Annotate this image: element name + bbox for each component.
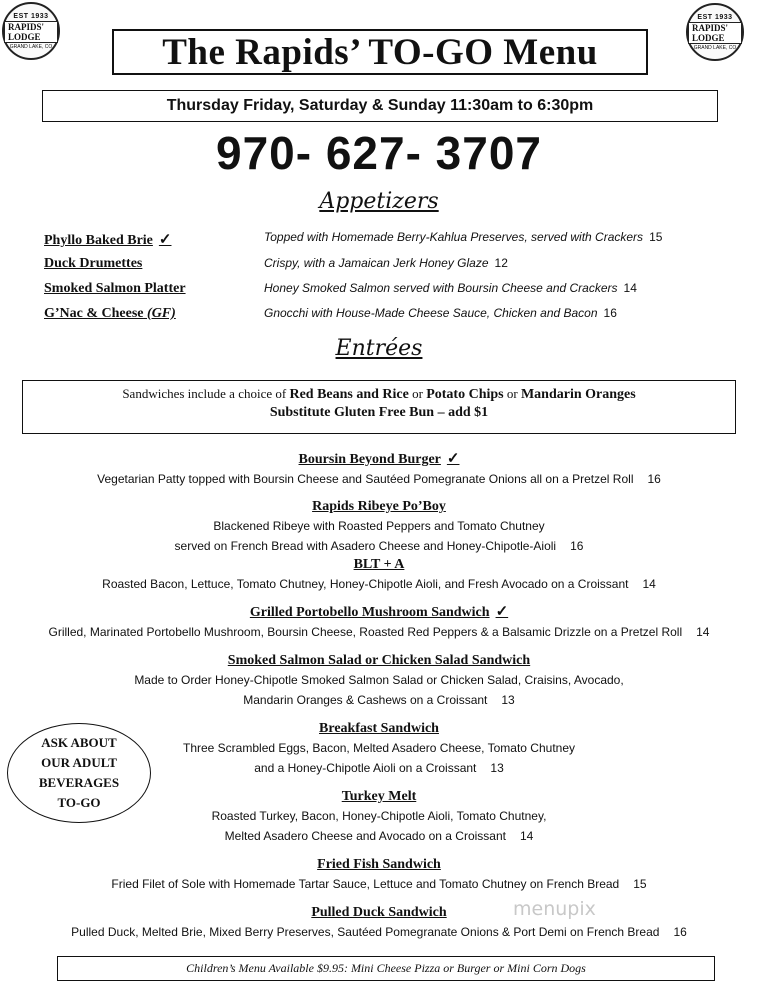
entree-item xyxy=(0,556,758,594)
logo-arc-text: EST 1933 xyxy=(13,12,49,20)
entree-description: Melted Asadero Cheese and Avocado on a Croissant 14 xyxy=(224,829,534,843)
rapids-lodge-logo-left xyxy=(2,2,60,60)
appetizer-description: Crispy, with a Jamaican Jerk Honey Glaze 12 xyxy=(264,256,508,270)
hours-banner: Thursday Friday, Saturday & Sunday 11:30am to 6:30pm xyxy=(42,90,718,122)
entree-name: BLT + A xyxy=(353,557,405,572)
appetizer-row xyxy=(44,230,724,252)
menupix-watermark: menupix xyxy=(513,898,596,920)
entree-description: Fried Filet of Sole with Homemade Tartar Sauce, Lettuce and Tomato Chutney on French Bread 15 xyxy=(111,877,647,891)
appetizer-row xyxy=(44,281,724,303)
appetizer-description: Topped with Homemade Berry-Kahlua Preserves, served with Crackers 15 xyxy=(264,230,663,244)
entree-item xyxy=(0,603,758,642)
appetizer-name: Smoked Salmon Platter xyxy=(44,281,186,296)
appetizers-heading: Appetizers xyxy=(319,189,439,214)
entree-description: Made to Order Honey-Chipotle Smoked Salmon Salad or Chicken Salad, Craisins, Avocado, xyxy=(134,673,624,687)
appetizer-name: G’Nac & Cheese (GF) xyxy=(44,306,176,321)
entree-description: Mandarin Oranges & Cashews on a Croissant 13 xyxy=(243,693,515,707)
entree-price: 14 xyxy=(696,625,710,639)
entree-name: Rapids Ribeye Po’Boy xyxy=(312,499,446,514)
entree-item xyxy=(0,856,758,894)
entree-price: 14 xyxy=(519,829,534,843)
appetizer-price: 14 xyxy=(623,281,637,295)
logo-sub-text: GRAND LAKE, CO xyxy=(9,43,53,50)
callout-line: OUR ADULT xyxy=(41,755,117,770)
gluten-free-tag: (GF) xyxy=(147,306,176,321)
entree-price: 15 xyxy=(633,877,647,891)
entree-name: Pulled Duck Sandwich xyxy=(311,905,447,920)
appetizer-price: 16 xyxy=(603,306,617,320)
rapids-lodge-logo-right xyxy=(686,3,744,61)
callout-line: BEVERAGES xyxy=(38,775,120,790)
appetizer-description: Honey Smoked Salmon served with Boursin Cheese and Crackers 14 xyxy=(264,281,637,295)
logo-sub-text: GRAND LAKE, CO xyxy=(693,44,737,51)
entree-name: Grilled Portobello Mushroom Sandwich ✓ xyxy=(249,604,509,620)
entree-price: 16 xyxy=(673,925,687,939)
entree-item xyxy=(0,450,758,489)
entree-item xyxy=(0,498,758,556)
entree-description: Grilled, Marinated Portobello Mushroom, Boursin Cheese, Roasted Red Peppers & a Balsamic Drizzle on a Pretzel Roll 14 xyxy=(48,625,710,639)
entree-description: Roasted Bacon, Lettuce, Tomato Chutney, Honey-Chipotle Aioli, and Fresh Avocado on a Croissant 14 xyxy=(102,577,656,591)
entree-price: 13 xyxy=(501,693,515,707)
entree-name: Fried Fish Sandwich xyxy=(317,857,441,872)
leaf-icon: ✓ xyxy=(446,451,460,467)
appetizer-price: 15 xyxy=(649,230,663,244)
entree-name: Turkey Melt xyxy=(341,789,417,804)
appetizer-name: Phyllo Baked Brie ✓ xyxy=(44,232,172,248)
logo-banner-text: RAPIDS' LODGE xyxy=(688,22,742,44)
appetizer-description: Gnocchi with House-Made Cheese Sauce, Chicken and Bacon 16 xyxy=(264,306,617,320)
entree-description: Vegetarian Patty topped with Boursin Cheese and Sautéed Pomegranate Onions all on a Pretzel Roll 16 xyxy=(97,472,661,486)
entree-description: Roasted Turkey, Bacon, Honey-Chipotle Aioli, Tomato Chutney, xyxy=(211,809,547,823)
appetizer-row xyxy=(44,256,724,278)
adult-beverages-callout xyxy=(7,723,151,823)
entree-description: served on French Bread with Asadero Cheese and Honey-Chipotle-Aioli 16 xyxy=(174,539,584,553)
entree-price: 16 xyxy=(647,472,661,486)
entrees-heading: Entrées xyxy=(335,336,423,361)
sandwich-sides-info xyxy=(22,380,736,434)
entree-description: Three Scrambled Eggs, Bacon, Melted Asadero Cheese, Tomato Chutney xyxy=(183,741,575,755)
entree-description: Pulled Duck, Melted Brie, Mixed Berry Preserves, Sautéed Pomegranate Onions & Port Demi on French Bread 16 xyxy=(71,925,687,939)
entree-description: Blackened Ribeye with Roasted Peppers and Tomato Chutney xyxy=(213,519,545,533)
childrens-menu-banner: Children’s Menu Available $9.95: Mini Cheese Pizza or Burger or Mini Corn Dogs xyxy=(57,956,715,981)
callout-line: ASK ABOUT xyxy=(41,735,117,750)
menu-title: The Rapids’ TO-GO Menu xyxy=(112,29,648,75)
leaf-icon: ✓ xyxy=(495,604,509,620)
entree-price: 13 xyxy=(490,761,504,775)
entree-description: and a Honey-Chipotle Aioli on a Croissant 13 xyxy=(254,761,504,775)
appetizer-row xyxy=(44,306,724,328)
phone-number[interactable]: 970- 627- 3707 xyxy=(215,127,543,179)
appetizer-name: Duck Drumettes xyxy=(44,256,143,271)
entree-item xyxy=(0,904,758,942)
logo-banner-text: RAPIDS' LODGE xyxy=(4,21,58,43)
logo-arc-text: EST 1933 xyxy=(697,13,733,21)
entree-price: 14 xyxy=(642,577,656,591)
leaf-icon: ✓ xyxy=(158,232,172,248)
appetizer-price: 12 xyxy=(494,256,508,270)
entree-name: Breakfast Sandwich xyxy=(319,721,439,736)
entree-name: Smoked Salmon Salad or Chicken Salad Sandwich xyxy=(227,653,531,668)
entree-price: 16 xyxy=(570,539,584,553)
sides-options-line: Sandwiches include a choice of Red Beans and Rice or Potato Chips or Mandarin Oranges xyxy=(122,386,636,402)
gluten-free-bun-note: Substitute Gluten Free Bun – add $1 xyxy=(269,405,489,420)
entree-name: Boursin Beyond Burger ✓ xyxy=(298,451,460,467)
callout-line: TO-GO xyxy=(57,795,101,810)
entree-item xyxy=(0,652,758,710)
